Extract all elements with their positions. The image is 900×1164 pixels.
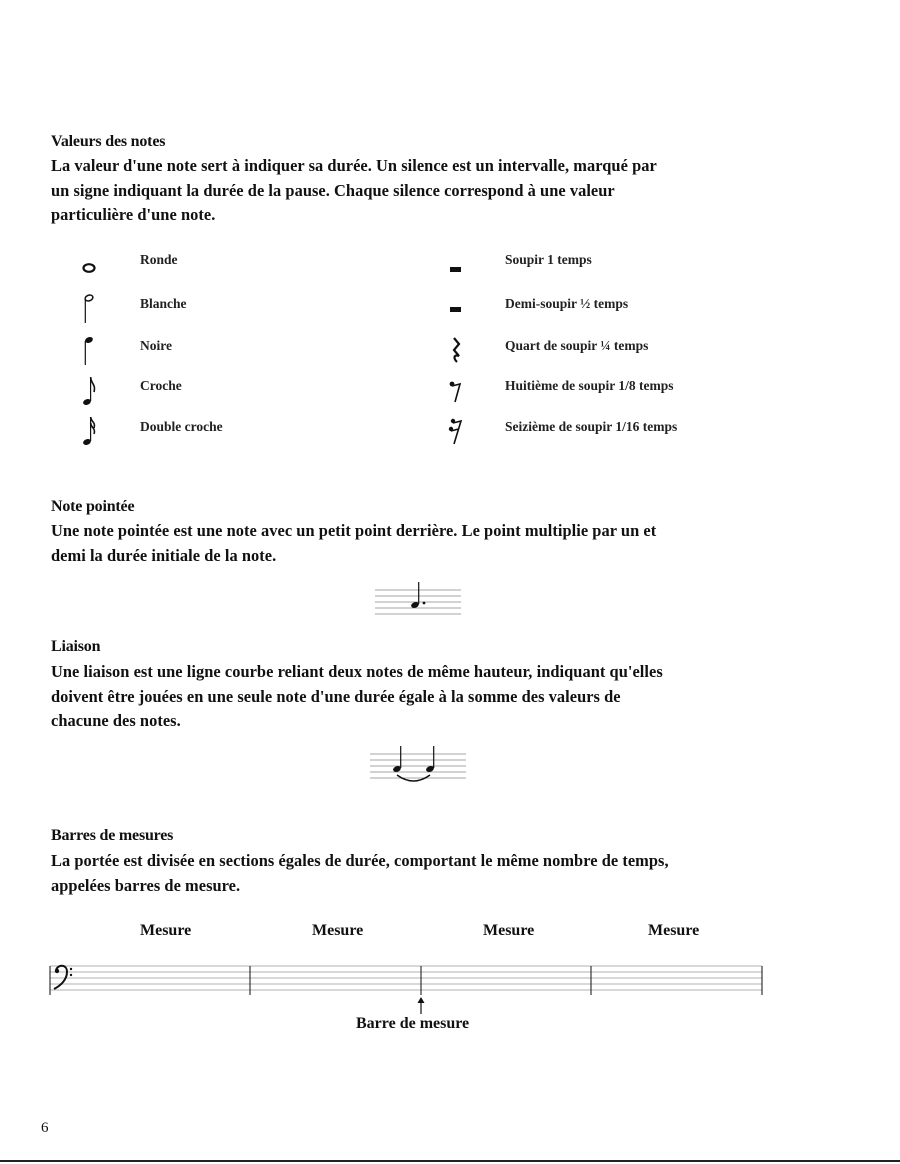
rest-label-seizieme-de-soupir: Seizième de soupir 1/16 temps — [505, 419, 678, 434]
heading-valeurs: Valeurs des notes — [51, 133, 166, 150]
paragraph-note-pointee — [51, 519, 801, 568]
measure-label: Mesure — [648, 922, 700, 939]
note-label-double-croche: Double croche — [140, 419, 223, 434]
measure-label: Mesure — [483, 922, 535, 939]
half-rest-icon — [441, 292, 471, 332]
eighth-note-icon — [74, 372, 104, 412]
note-label-croche: Croche — [140, 378, 182, 393]
paragraph-line: particulière d'une note. — [51, 205, 216, 224]
heading-note-pointee: Note pointée — [51, 498, 135, 515]
paragraph-line: La valeur d'une note sert à indiquer sa durée. Un silence est un intervalle, marqué par — [51, 156, 657, 175]
paragraph-line: demi la durée initiale de la note. — [51, 545, 277, 565]
rest-label-huitieme-de-soupir: Huitième de soupir 1/8 temps — [505, 378, 674, 393]
quarter-note-icon — [74, 332, 104, 372]
paragraph-line: doivent être jouées en une seule note d'une durée égale à la somme des valeurs de — [51, 686, 621, 706]
paragraph-line: La portée est divisée en sections égales de durée, comportant le même nombre de temps, — [51, 851, 669, 870]
page-bottom-rule — [0, 1160, 900, 1162]
rest-label-soupir: Soupir 1 temps — [505, 252, 592, 267]
paragraph-line: Une note pointée est une note avec un petit point derrière. Le point multiplie par un et — [51, 521, 657, 540]
sixteenth-note-icon — [74, 412, 104, 452]
paragraph-barres — [51, 849, 801, 898]
paragraph-valeurs — [51, 154, 801, 228]
eighth-rest-icon — [441, 372, 471, 412]
whole-rest-icon — [441, 250, 471, 290]
bass-clef-icon — [54, 966, 72, 989]
arrow-up-icon — [418, 997, 425, 1014]
quarter-rest-icon — [441, 332, 471, 372]
paragraph-liaison — [51, 660, 801, 734]
note-label-blanche: Blanche — [140, 296, 187, 311]
note-label-noire: Noire — [140, 338, 172, 353]
half-note-icon — [74, 290, 104, 330]
barline-label: Barre de mesure — [356, 1015, 470, 1032]
measures-staff — [46, 958, 766, 1020]
paragraph-line: appelées barres de mesure. — [51, 875, 241, 895]
paragraph-line: Une liaison est une ligne courbe reliant deux notes de même hauteur, indiquant qu'elles — [51, 662, 663, 681]
heading-barres: Barres de mesures — [51, 827, 174, 844]
measure-label: Mesure — [140, 922, 192, 939]
measure-label: Mesure — [312, 922, 364, 939]
paragraph-line: un signe indiquant la durée de la pause. Chaque silence correspond à une valeur — [51, 180, 615, 200]
rest-label-quart-de-soupir: Quart de soupir ¼ temps — [505, 338, 649, 353]
dotted-note-staff — [375, 580, 461, 624]
rest-label-demi-soupir: Demi-soupir ½ temps — [505, 296, 629, 311]
heading-liaison: Liaison — [51, 638, 101, 655]
note-label-ronde: Ronde — [140, 252, 178, 267]
tied-notes-staff — [370, 744, 466, 788]
sixteenth-rest-icon — [441, 412, 471, 452]
paragraph-line: chacune des notes. — [51, 711, 181, 730]
page-number: 6 — [41, 1120, 49, 1136]
whole-note-icon — [74, 250, 104, 290]
